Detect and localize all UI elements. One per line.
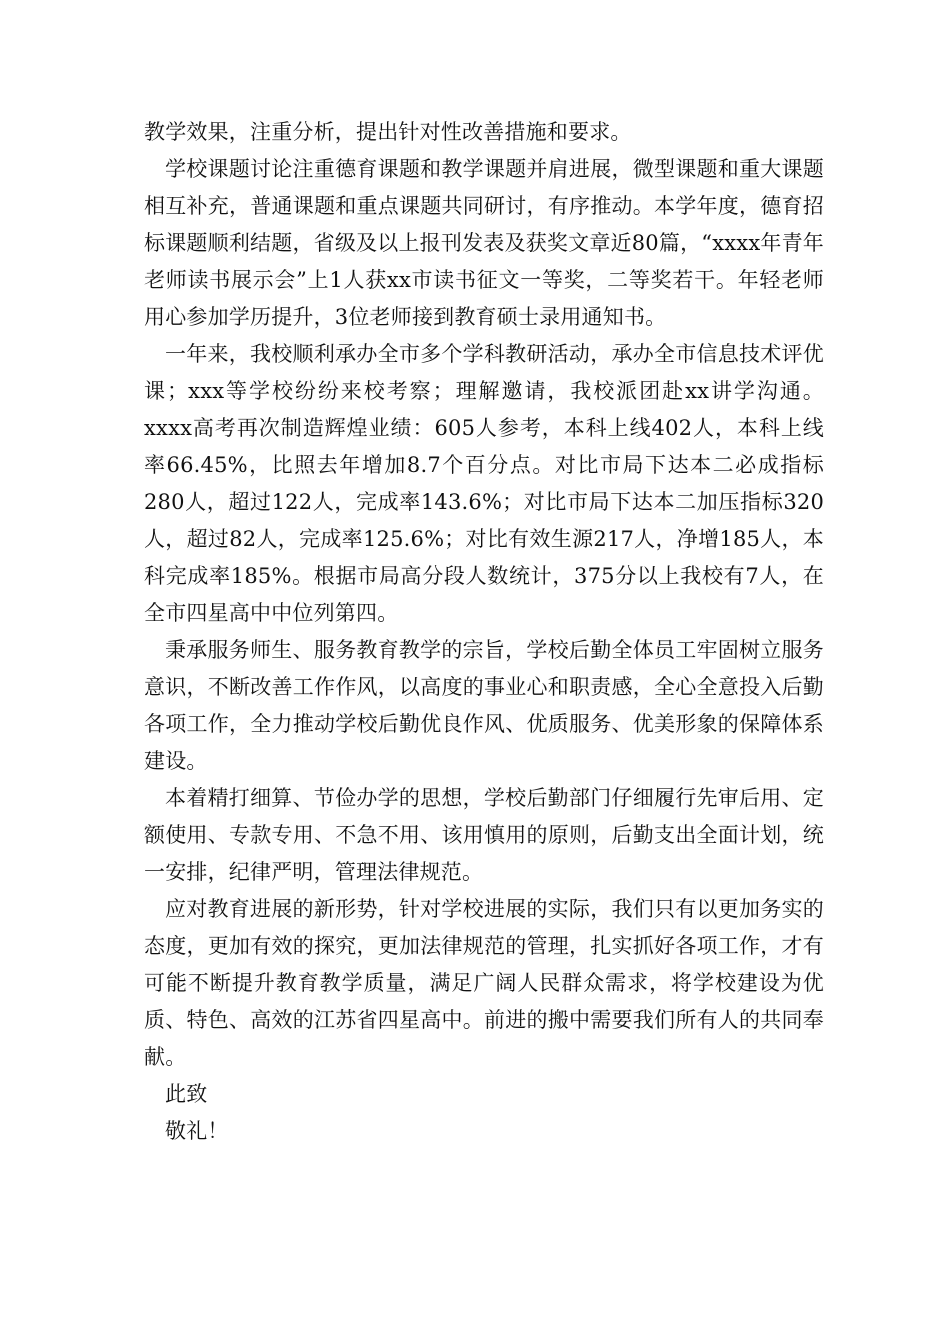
document-body — [144, 114, 824, 1150]
closing-salutation: 此致 — [165, 1082, 208, 1106]
paragraph-logistics-service: 秉承服务师生、服务教育教学的宗旨，学校后勤全体员工牢固树立服务意识，不断改善工作作风，以高度的事业心和职责感，全心全意投入后勤各项工作，全力推动学校后勤优良作风、优质服务、优美形象的保障体系建设。 — [144, 638, 824, 773]
paragraph-continuation: 教学效果，注重分析，提出针对性改善措施和要求。 — [144, 120, 632, 144]
paragraph-logistics-budget: 本着精打细算、节俭办学的思想，学校后勤部门仔细履行先审后用、定额使用、专款专用、不急不用、该用慎用的原则，后勤支出全面计划，统一安排，纪律严明，管理法律规范。 — [144, 786, 824, 884]
paragraph-achievements: 一年来，我校顺利承办全市多个学科教研活动，承办全市信息技术评优课；xxx等学校纷纷来校考察；理解邀请，我校派团赴xx讲学沟通。xxxx高考再次制造辉煌业绩：605人参考，本科上线402人，本科上线率66.45%，比照去年增加8.7个百分点。对比市局下达本二必成指标280人，超过122人，完成率143.6%；对比市局下达本二加压指标320人，超过82人，完成率125.6%；对比有效生源217人，净增185人，本科完成率185%。根据市局高分段人数统计，375分以上我校有7人，在全市四星高中中位列第四。 — [144, 342, 824, 625]
paragraph-research: 学校课题讨论注重德育课题和教学课题并肩进展，微型课题和重大课题相互补充，普通课题和重点课题共同研讨，有序推动。本学年度，德育招标课题顺利结题，省级及以上报刊发表及获奖文章近80篇，“xxxx年青年老师读书展示会”上1人获xx市读书征文一等奖，二等奖若干。年轻老师用心参加学历提升，3位老师接到教育硕士录用通知书。 — [144, 157, 824, 329]
paragraph-outlook: 应对教育进展的新形势，针对学校进展的实际，我们只有以更加务实的态度，更加有效的探究，更加法律规范的管理，扎实抓好各项工作，才有可能不断提升教育教学质量，满足广阔人民群众需求，将学校建设为优质、特色、高效的江苏省四星高中。前进的搬中需要我们所有人的共同奉献。 — [144, 897, 824, 1069]
closing-regards: 敬礼！ — [165, 1119, 229, 1143]
